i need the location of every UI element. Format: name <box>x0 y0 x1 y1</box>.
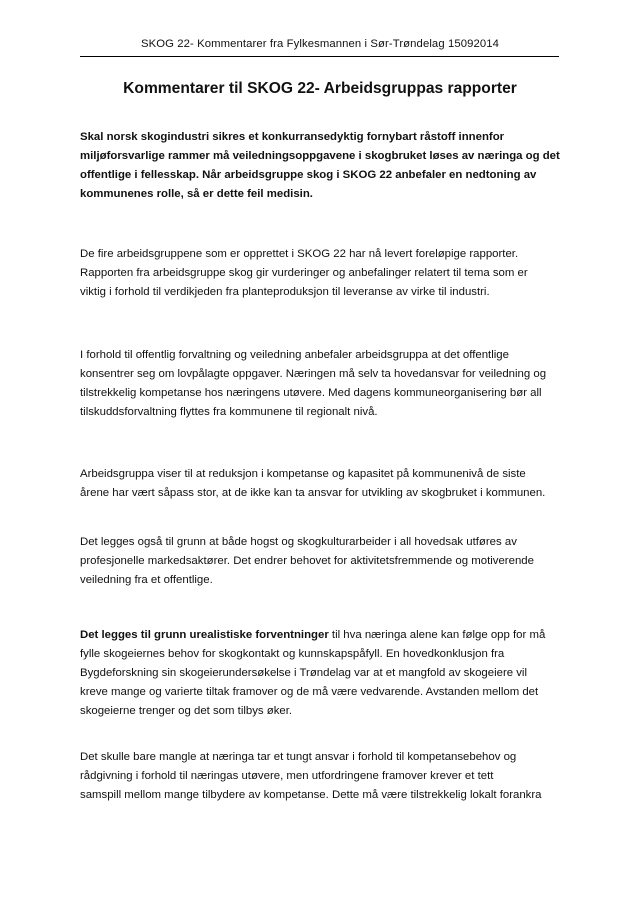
paragraph-line: veiledning fra et offentlige. <box>80 574 213 586</box>
paragraph-line: kreve mange og varierte tiltak framover og de må være vedvarende. Avstanden mellom det <box>80 686 539 698</box>
paragraph-line: Skal norsk skogindustri sikres et konkurransedyktig fornybart råstoff innenfor <box>80 131 505 143</box>
paragraph-line: viktig i forhold til verdikjeden fra planteproduksjon til leveranse av virke til industri. <box>80 286 490 298</box>
emphasis-text: Det legges til grunn urealistiske forventninger <box>80 629 329 641</box>
body-paragraph <box>80 245 560 302</box>
body-paragraph <box>80 626 560 721</box>
header-divider <box>80 56 559 57</box>
paragraph-line: årene har vært såpass stor, at de ikke kan ta ansvar for utvikling av skogbruket i kommunen. <box>80 487 546 499</box>
paragraph-line <box>80 626 560 645</box>
paragraph-line: tilstrekkelig kompetanse hos næringens utøvere. Med dagens kommuneorganisering bør all <box>80 387 542 399</box>
body-paragraph <box>80 346 560 422</box>
paragraph-line: skogeierne trenger og det som tilbys øker. <box>80 705 293 717</box>
body-paragraph <box>80 533 560 590</box>
paragraph-line: tilskuddsforvaltning flyttes fra kommunene til regionalt nivå. <box>80 406 378 418</box>
paragraph-line: kommunenes rolle, så er dette feil medisin. <box>80 188 313 200</box>
paragraph-text: til hva næringa alene kan følge opp for må <box>328 629 546 641</box>
paragraph-line: Det skulle bare mangle at næringa tar et tungt ansvar i forhold til kompetansebehov og <box>80 751 517 763</box>
body-paragraph <box>80 748 560 805</box>
page-header: SKOG 22- Kommentarer fra Fylkesmannen i Sør-Trøndelag 15092014 <box>140 38 500 50</box>
paragraph-line: samspill mellom mange tilbydere av kompetanse. Dette må være tilstrekkelig lokalt forankra <box>80 789 542 801</box>
paragraph-line: Bygdeforskning sin skogeierundersøkelse i Trøndelag var at et mangfold av skogeiere vil <box>80 667 527 679</box>
paragraph-line: miljøforsvarlige rammer må veiledningsoppgavene i skogbruket løses av næringa og det <box>80 150 560 162</box>
paragraph-line: profesjonelle markedsaktører. Det endrer behovet for aktivitetsfremmende og motiverende <box>80 555 534 567</box>
paragraph-line: konsentrer seg om lovpålagte oppgaver. Næringen må selv ta hovedansvar for veiledning og <box>80 368 547 380</box>
paragraph-line: I forhold til offentlig forvaltning og veiledning anbefaler arbeidsgruppa at det offentlige <box>80 349 509 361</box>
paragraph-line: Rapporten fra arbeidsgruppe skog gir vurderinger og anbefalinger relatert til tema som er <box>80 267 528 279</box>
paragraph-line: offentlige i fellesskap. Når arbeidsgruppe skog i SKOG 22 anbefaler en nedtoning av <box>80 169 537 181</box>
body-paragraph <box>80 465 560 503</box>
paragraph-line: fylle skogeiernes behov for skogkontakt og kunnskapspåfyll. En hovedkonklusjon fra <box>80 648 505 660</box>
document-title: Kommentarer til SKOG 22- Arbeidsgruppas rapporter <box>123 80 517 97</box>
paragraph-line: De fire arbeidsgruppene som er opprettet i SKOG 22 har nå levert foreløpige rapporter. <box>80 248 519 260</box>
paragraph-line: rådgivning i forhold til næringas utøvere, men utfordringene framover krever et tett <box>80 770 494 782</box>
paragraph-line: Arbeidsgruppa viser til at reduksjon i kompetanse og kapasitet på kommunenivå de siste <box>80 468 526 480</box>
paragraph-line: Det legges også til grunn at både hogst og skogkulturarbeider i all hovedsak utføres av <box>80 536 517 548</box>
lead-paragraph <box>80 128 560 204</box>
